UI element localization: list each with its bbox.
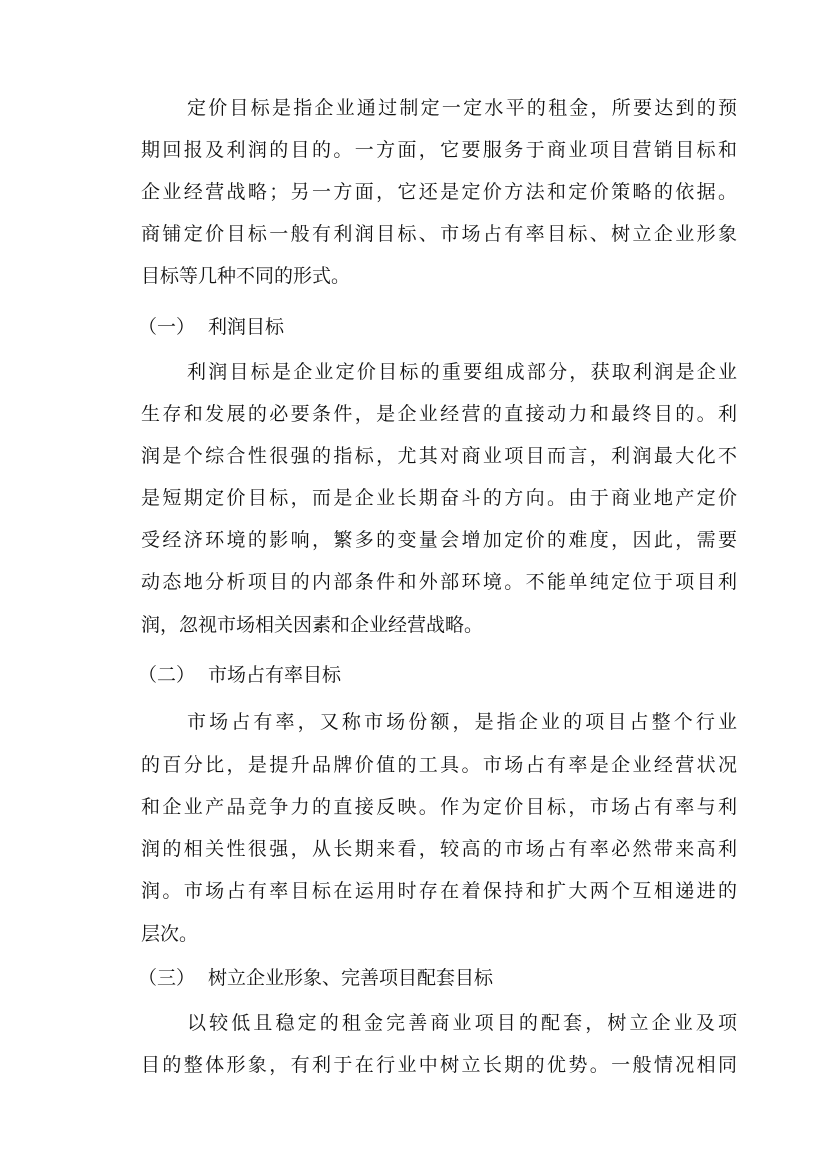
- intro-line-1: 定价目标是指企业通过制定一定水平的租金，所要达到的预: [187, 97, 737, 119]
- intro-line-3: 企业经营战略；另一方面，它还是定价方法和定价策略的依据。: [141, 181, 737, 203]
- section1-line-1: 利润目标是企业定价目标的重要组成部分，获取利润是企业: [187, 361, 737, 383]
- intro-line-4: 商铺定价目标一般有利润目标、市场占有率目标、树立企业形象: [141, 223, 737, 245]
- section2-line-1: 市场占有率，又称市场份额，是指企业的项目占整个行业: [187, 711, 737, 733]
- section-heading-3: [138, 958, 493, 998]
- section-number-2: （二）: [138, 664, 196, 686]
- section2-line-4: 润的相关性很强，从长期来看，较高的市场占有率必然带来高利: [141, 838, 737, 860]
- section1-line-4: 是短期定价目标，而是企业长期奋斗的方向。由于商业地产定价: [141, 487, 737, 509]
- section-heading-2: [138, 655, 341, 695]
- section2-line-5: 润。市场占有率目标在运用时存在着保持和扩大两个互相递进的: [141, 880, 737, 902]
- section-title-2: 市场占有率目标: [208, 664, 342, 686]
- intro-line-5: 目标等几种不同的形式。: [141, 265, 351, 287]
- section1-line-5: 受经济环境的影响，繁多的变量会增加定价的难度，因此，需要: [141, 529, 737, 551]
- section2-line-2: 的百分比，是提升品牌价值的工具。市场占有率是企业经营状况: [141, 754, 737, 776]
- section1-line-7: 润，忽视市场相关因素和企业经营战略。: [141, 614, 484, 636]
- section-heading-1: [138, 307, 284, 347]
- section-title-1: 利润目标: [208, 316, 285, 338]
- section2-line-3: 和企业产品竞争力的直接反映。作为定价目标，市场占有率与利: [141, 796, 737, 818]
- section3-line-1: 以较低且稳定的租金完善商业项目的配套，树立企业及项: [187, 1012, 737, 1034]
- section2-line-6: 层次。: [141, 923, 199, 945]
- section1-line-2: 生存和发展的必要条件，是企业经营的直接动力和最终目的。利: [141, 403, 737, 425]
- section3-line-2: 目的整体形象，有利于在行业中树立长期的优势。一般情况相同: [141, 1054, 737, 1076]
- section-number-1: （一）: [138, 316, 196, 338]
- section-title-3: 树立企业形象、完善项目配套目标: [208, 967, 494, 989]
- intro-line-2: 期回报及利润的目的。一方面，它要服务于商业项目营销目标和: [141, 139, 737, 161]
- section1-line-3: 润是个综合性很强的指标，尤其对商业项目而言，利润最大化不: [141, 445, 737, 467]
- section-number-3: （三）: [138, 967, 196, 989]
- section1-line-6: 动态地分析项目的内部条件和外部环境。不能单纯定位于项目利: [141, 571, 737, 593]
